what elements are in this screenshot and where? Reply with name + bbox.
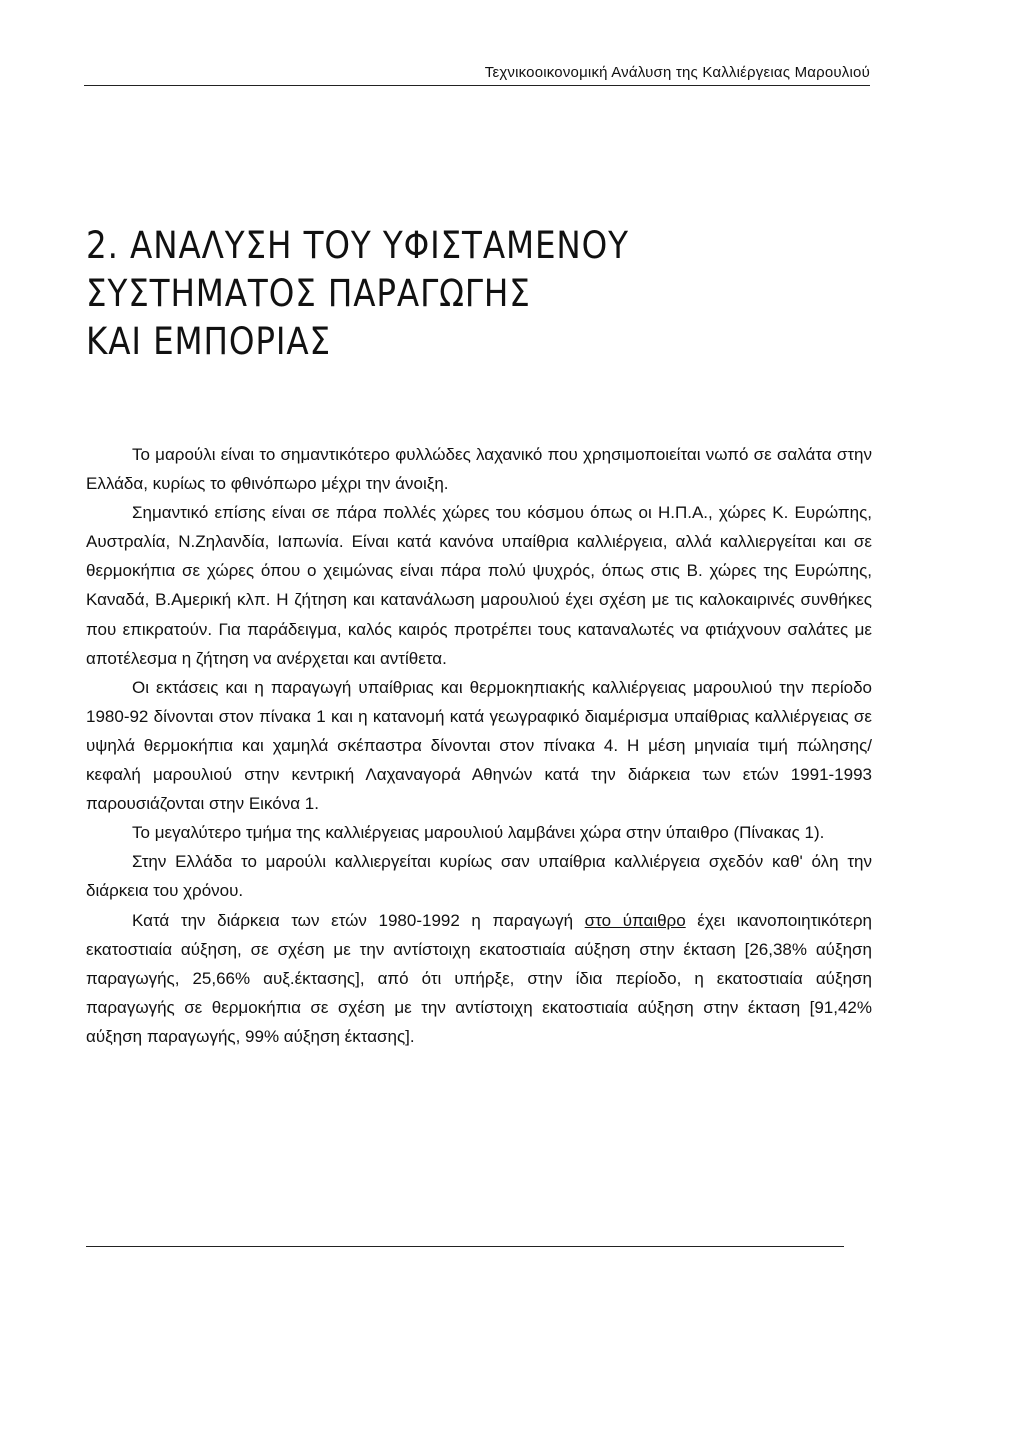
- footer-rule: [86, 1246, 844, 1247]
- underlined-phrase: στο ύπαιθρο: [584, 910, 686, 930]
- paragraph-4: Το μεγαλύτερο τμήμα της καλλιέργειας μαρουλιού λαμβάνει χώρα στην ύπαιθρο (Πίνακας 1).: [132, 823, 825, 843]
- paragraph-3: Οι εκτάσεις και η παραγωγή υπαίθριας και θερμοκηπιακής καλλιέργειας μαρουλιού την περίοδο 1980-92 δίνονται στον πίνακα 1 και η κατανομή κατά γεωγραφικό διαμέρισμα υπαίθριας καλλιέργειας σε υψηλά θερμοκήπια και χαμηλά σκέπαστρα δίνονται στον πίνακα 4. Η μέση μηνιαία τιμή πώλησης/κεφαλή μαρουλιού στην κεντρική Λαχαναγορά Αθηνών κατά την διάρκεια των ετών 1991-1993 παρουσιάζονται στην Εικόνα 1.: [86, 677, 872, 814]
- running-header: [84, 64, 870, 86]
- body-text: [86, 440, 872, 1051]
- chapter-title: [86, 222, 702, 366]
- running-header-title: Τεχνικοοικονομική Ανάλυση της Καλλιέργειας Μαρουλιού: [484, 64, 870, 81]
- paragraph-1: Το μαρούλι είναι το σημαντικότερο φυλλώδες λαχανικό που χρησιμοποιείται νωπό σε σαλάτα στην Ελλάδα, κυρίως το φθινόπωρο μέχρι την άνοιξη.: [86, 445, 872, 494]
- paragraph-6-end: έχει ικανοποιητικότερη εκατοστιαία αύξηση, σε σχέση με την αντίστοιχη εκατοστιαία αύξηση στην έκταση [26,38% αύξηση παραγωγής, 25,66% αυξ.έκτασης], από ότι υπήρξε, στην ίδια περίοδο, η εκατοστιαία αύξηση παραγωγής σε θερμοκήπια σε σχέση με την αντίστοιχη εκατοστιαία αύξηση στην έκταση [91,42% αύξηση παραγωγής, 99% αύξηση έκτασης].: [86, 910, 872, 1046]
- chapter-title-line-1: 2. ΑΝΑΛΥΣΗ ΤΟΥ ΥΦΙΣΤΑΜΕΝΟΥ: [86, 224, 629, 267]
- chapter-title-line-3: ΚΑΙ ΕΜΠΟΡΙΑΣ: [86, 320, 332, 363]
- paragraph-5: Στην Ελλάδα το μαρούλι καλλιεργείται κυρίως σαν υπαίθρια καλλιέργεια σχεδόν καθ' όλη την διάρκεια του χρόνου.: [86, 852, 872, 901]
- paragraph-6: [86, 906, 872, 1051]
- paragraph-2: Σημαντικό επίσης είναι σε πάρα πολλές χώρες του κόσμου όπως οι Η.Π.Α., χώρες Κ. Ευρώπης, Αυστραλία, Ν.Ζηλανδία, Ιαπωνία. Είναι κατά κανόνα υπαίθρια καλλιέργεια, αλλά καλλιεργείται και σε θερμοκήπια σε χώρες όπου ο χειμώνας είναι πάρα πολύ ψυχρός, όπως στις Β. χώρες της Ευρώπης, Καναδά, Β.Αμερική κλπ. Η ζήτηση και κατανάλωση μαρουλιού έχει σχέση με τις καλοκαιρινές συνθήκες που επικρατούν. Για παράδειγμα, καλός καιρός προτρέπει τους καταναλωτές να φτιάχνουν σαλάτες με αποτέλεσμα η ζήτηση να ανέρχεται και αντίθετα.: [86, 503, 872, 668]
- paragraph-6-start: Κατά την διάρκεια των ετών 1980-1992 η παραγωγή: [132, 910, 585, 930]
- chapter-title-line-2: ΣΥΣΤΗΜΑΤΟΣ ΠΑΡΑΓΩΓΗΣ: [86, 272, 531, 315]
